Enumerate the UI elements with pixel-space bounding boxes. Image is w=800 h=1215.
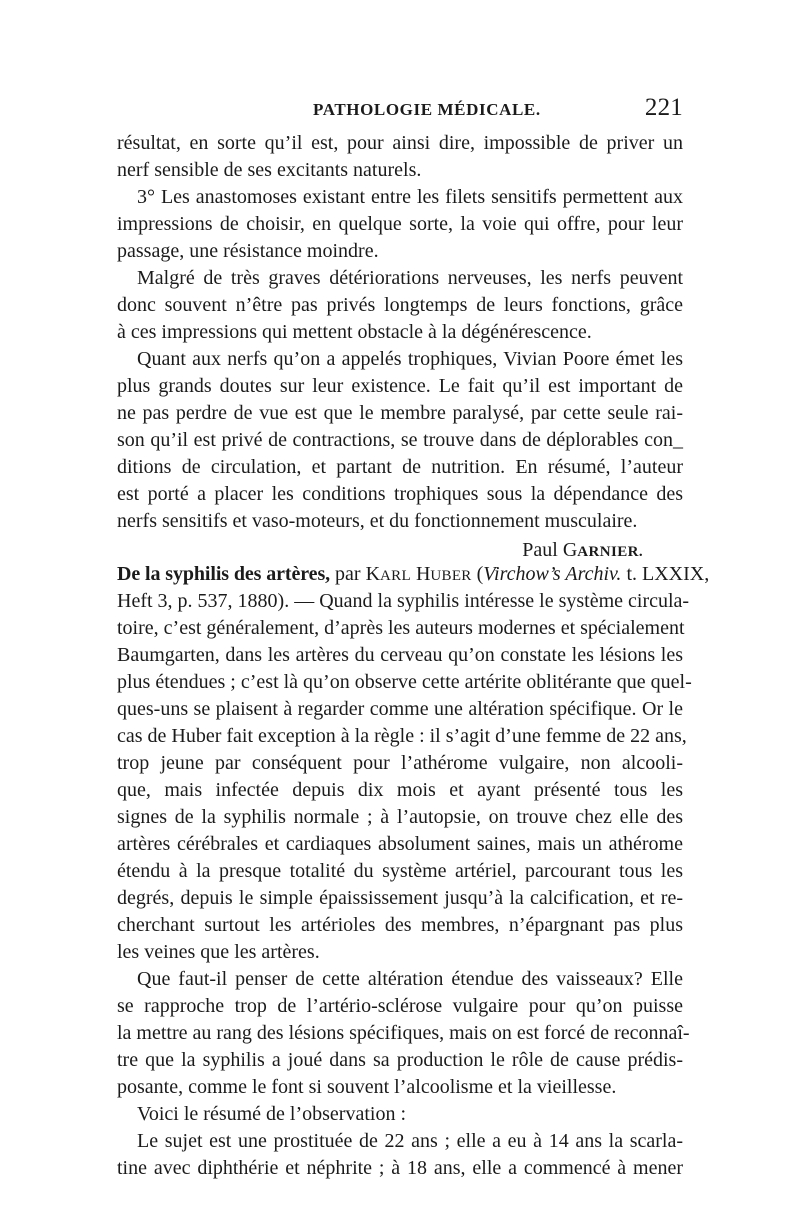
- author-initial-k: K: [365, 563, 381, 585]
- text-line: cherchant surtout les artérioles des membres, n’épargnant pas plus: [117, 914, 683, 936]
- text-line: plus étendues ; c’est là qu’on observe cette artérite oblitérante que quel-: [117, 671, 692, 693]
- text-line: artères cérébrales et cardiaques absolument saines, mais un athérome: [117, 833, 683, 855]
- text-line: ditions de circulation, et partant de nutrition. En résumé, l’auteur: [117, 456, 683, 478]
- journal-volume: t. LXXIX,: [621, 563, 710, 585]
- section-syphilis-arteres: [117, 561, 710, 1182]
- text-line: Le sujet est une prostituée de 22 ans ; elle a eu à 14 ans la scarla-: [137, 1130, 683, 1152]
- text-line: donc souvent n’être pas privés longtemps de leurs fonctions, grâce: [117, 294, 683, 316]
- article-heading-line: [117, 561, 710, 588]
- text-line: toire, c’est généralement, d’après les auteurs modernes et spécialement: [117, 617, 685, 639]
- text-line: Malgré de très graves détériorations nerveuses, les nerfs peuvent: [137, 267, 683, 289]
- signature-surname: ARNIER.: [577, 544, 643, 560]
- text-line: signes de la syphilis normale ; à l’autopsie, on trouve chez elle des: [117, 806, 683, 828]
- text-line: Baumgarten, dans les artères du cerveau qu’on constate les lésions les: [117, 644, 683, 666]
- article-title: De la syphilis des artères,: [117, 563, 331, 585]
- text-line: étendu à la presque totalité du système artériel, parcourant tous les: [117, 860, 683, 882]
- text-line: son qu’il est privé de contractions, se trouve dans de déplorables con_: [117, 429, 683, 451]
- text-line: résultat, en sorte qu’il est, pour ainsi dire, impossible de priver un: [117, 132, 683, 154]
- article-by: par: [330, 563, 366, 585]
- text-line: à ces impressions qui mettent obstacle à la dégénérescence.: [117, 321, 592, 343]
- journal-name: Virchow’s Archiv.: [483, 563, 622, 585]
- text-line: posante, comme le font si souvent l’alcoolisme et la vieillesse.: [117, 1076, 617, 1098]
- text-line: Heft 3, p. 537, 1880). — Quand la syphilis intéresse le système circula-: [117, 590, 690, 612]
- running-title: PATHOLOGIE MÉDICALE.: [313, 100, 541, 119]
- paren-open: (: [471, 563, 484, 585]
- text-line: Quant aux nerfs qu’on a appelés trophiques, Vivian Poore émet les: [137, 348, 683, 370]
- text-line: 3° Les anastomoses existant entre les filets sensitifs permettent aux: [137, 186, 683, 208]
- text-line: Voici le résumé de l’observation :: [137, 1103, 407, 1125]
- text-line: ques-uns se plaisent à regarder comme une altération spécifique. Or le: [117, 698, 683, 720]
- text-line: la mettre au rang des lésions spécifiques, mais on est forcé de reconnaî-: [117, 1022, 690, 1044]
- page-header: [117, 94, 683, 130]
- text-line: se rapproche trop de l’artério-sclérose vulgaire pour qu’on puisse: [117, 995, 683, 1017]
- text-line: les veines que les artères.: [117, 941, 320, 963]
- text-line: trop jeune par conséquent pour l’athérome vulgaire, non alcooli-: [117, 752, 683, 774]
- text-line: tine avec diphthérie et néphrite ; à 18 ans, elle a commencé à mener: [117, 1157, 683, 1179]
- author-first-name: ARL: [380, 568, 411, 584]
- author-initial-h: H: [415, 563, 431, 585]
- page-number: 221: [644, 94, 683, 121]
- author-last-name: UBER: [430, 568, 472, 584]
- text-line: passage, une résistance moindre.: [117, 240, 379, 262]
- text-line: ne pas perdre de vue est que le membre paralysé, par cette seule rai-: [117, 402, 683, 424]
- signature-first-name: Paul: [522, 539, 558, 561]
- signature-initial: G: [562, 539, 578, 561]
- text-line: nerfs sensitifs et vaso-moteurs, et du fonctionnement musculaire.: [117, 510, 638, 532]
- text-line: tre que la syphilis a joué dans sa production le rôle de cause prédis-: [117, 1049, 683, 1071]
- text-line: Que faut-il penser de cette altération étendue des vaisseaux? Elle: [137, 968, 683, 990]
- text-line: cas de Huber fait exception à la règle : il s’agit d’une femme de 22 ans,: [117, 725, 687, 747]
- text-line: plus grands doutes sur leur existence. Le fait qu’il est important de: [117, 375, 683, 397]
- text-line: degrés, depuis le simple épaississement jusqu’à la calcification, et re-: [117, 887, 683, 909]
- section-vivian-poore: [117, 130, 683, 565]
- text-line: impressions de choisir, en quelque sorte, la voie qui offre, pour leur: [117, 213, 683, 235]
- text-line: que, mais infectée depuis dix mois et ayant présenté tous les: [117, 779, 683, 801]
- text-line: nerf sensible de ses excitants naturels.: [117, 159, 422, 181]
- text-line: est porté a placer les conditions trophiques sous la dépendance des: [117, 483, 683, 505]
